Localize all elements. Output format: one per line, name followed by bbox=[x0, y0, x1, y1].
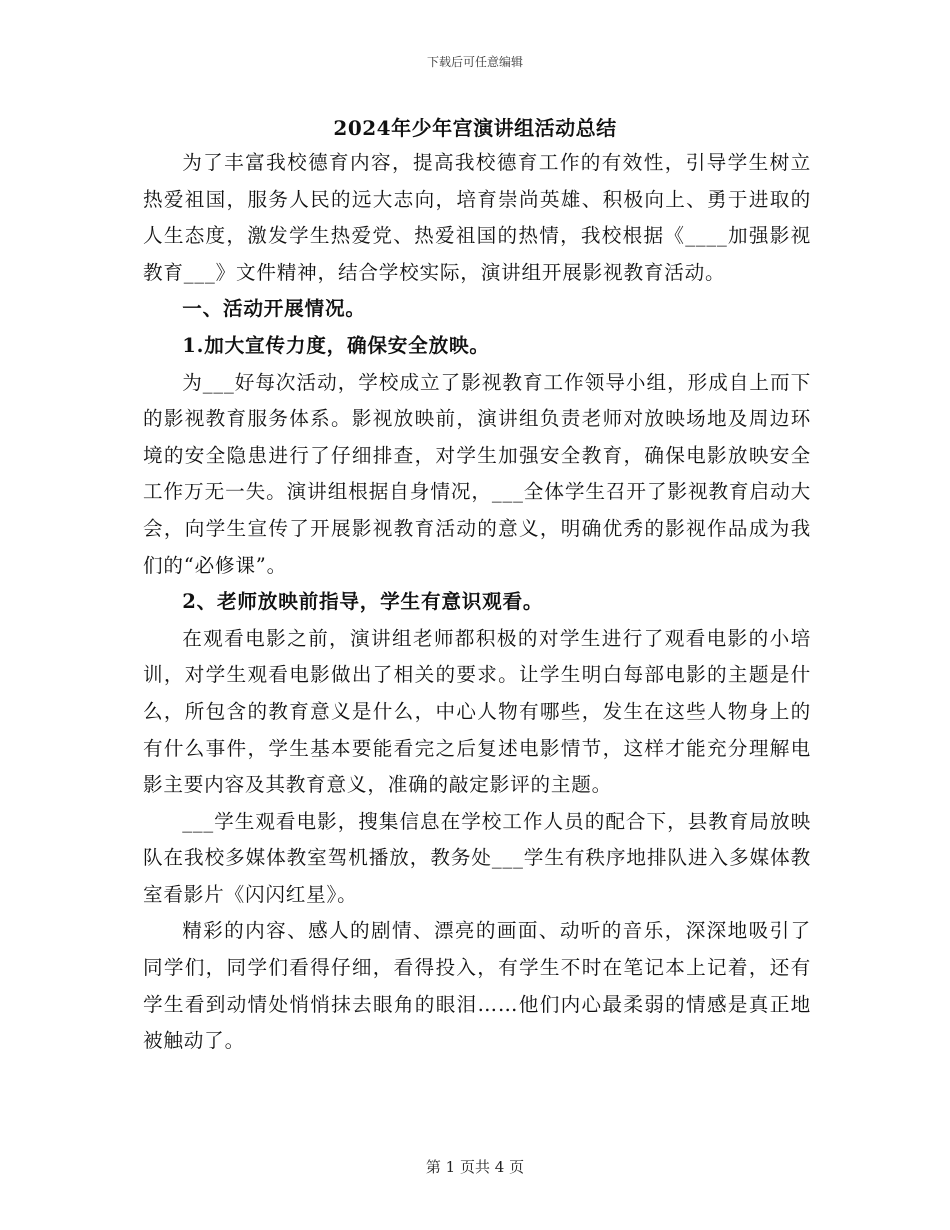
paragraph-screening: ___学生观看电影，搜集信息在学校工作人员的配合下，县教育局放映队在我校多媒体教室驾机播放，教务处___学生有秩序地排队进入多媒体教室看影片《闪闪红星》。 bbox=[143, 809, 811, 906]
paragraph-guidance: 在观看电影之前，演讲组老师都积极的对学生进行了观看电影的小培训，对学生观看电影做出了相关的要求。让学生明白每部电影的主题是什么，所包含的教育意义是什么，中心人物有哪些，发生在这些人物身上的有什么事件，学生基本要能看完之后复述电影情节，这样才能充分理解电影主要内容及其教育意义，准确的敲定影评的主题。 bbox=[143, 626, 811, 797]
paragraph-reaction: 精彩的内容、感人的剧情、漂亮的画面、动听的音乐，深深地吸引了同学们，同学们看得仔细，看得投入，有学生不时在笔记本上记着，还有学生看到动情处悄悄抹去眼角的眼泪……他们内心最柔弱的情感是真正地被触动了。 bbox=[143, 919, 811, 1053]
document-body bbox=[143, 145, 811, 1060]
subheading-guidance: 2、老师放映前指导，学生有意识观看。 bbox=[182, 590, 544, 614]
header-note: 下载后可任意编辑 bbox=[426, 55, 523, 69]
page-number: 第 1 页共 4 页 bbox=[425, 1158, 525, 1176]
paragraph-publicity: 为___好每次活动，学校成立了影视教育工作领导小组，形成自上而下的影视教育服务体系。影视放映前，演讲组负责老师对放映场地及周边环境的安全隐患进行了仔细排查，对学生加强安全教育，确保电影放映安全工作万无一失。演讲组根据自身情况，___全体学生召开了影视教育启动大会，向学生宣传了开展影视教育活动的意义，明确优秀的影视作品成为我们的“必修课”。 bbox=[143, 370, 811, 577]
document-title: 2024年少年宫演讲组活动总结 bbox=[333, 116, 617, 140]
intro-paragraph: 为了丰富我校德育内容，提高我校德育工作的有效性，引导学生树立热爱祖国，服务人民的远大志向，培育崇尚英雄、积极向上、勇于进取的人生态度，激发学生热爱党、热爱祖国的热情，我校根据《____加强影视教育___》文件精神，结合学校实际，演讲组开展影视教育活动。 bbox=[143, 151, 811, 284]
subheading-publicity: 1.加大宣传力度，确保安全放映。 bbox=[182, 333, 490, 357]
section-heading-activities: 一、活动开展情况。 bbox=[182, 297, 366, 321]
